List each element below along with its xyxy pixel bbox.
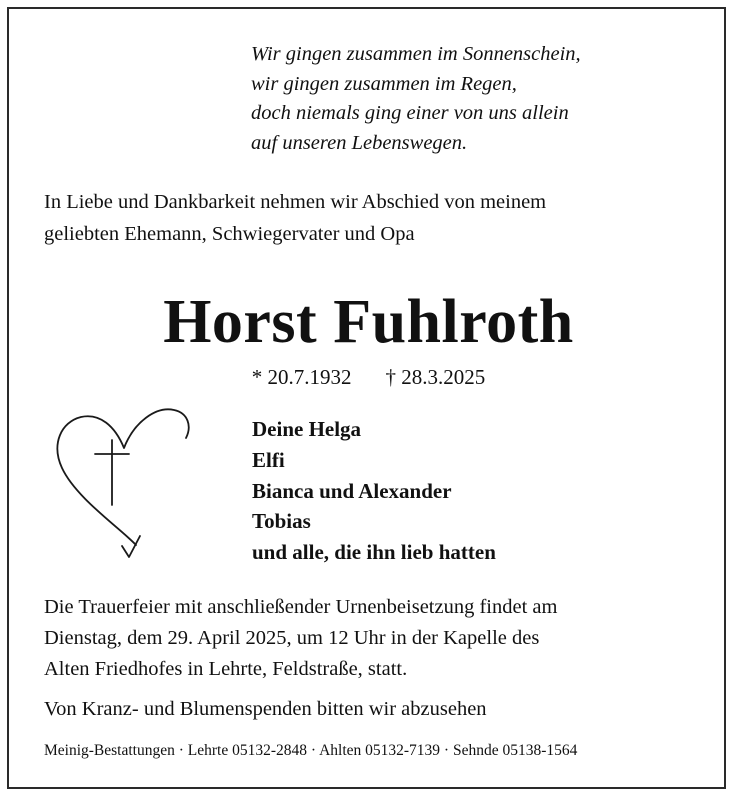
- poem-line: Wir gingen zusammen im Sonnenschein,: [251, 43, 581, 65]
- poem: [251, 40, 581, 158]
- intro-line: geliebten Ehemann, Schwiegervater und Opa: [44, 223, 415, 245]
- mourner-name: Bianca und Alexander: [252, 478, 452, 503]
- life-dates: [0, 362, 737, 392]
- funeral-home-footer: Meinig-Bestattungen · Lehrte 05132-2848 · Ahlten 05132-7139 · Sehnde 05138-1564: [44, 742, 578, 759]
- ceremony-line: Dienstag, dem 29. April 2025, um 12 Uhr in der Kapelle des: [44, 627, 540, 649]
- heart-cross-icon: [48, 404, 196, 572]
- death-date: † 28.3.2025: [385, 365, 486, 389]
- heart-outline: [57, 409, 188, 545]
- birth-date: * 20.7.1932: [251, 365, 352, 389]
- poem-line: auf unseren Lebenswegen.: [251, 131, 468, 154]
- intro-text: [44, 186, 546, 250]
- ceremony-line: Die Trauerfeier mit anschließender Urnenbeisetzung findet am: [44, 596, 558, 618]
- deceased-name: Horst Fuhlroth: [163, 288, 574, 356]
- intro-line: In Liebe und Dankbarkeit nehmen wir Abschied von meinem: [44, 191, 547, 213]
- mourner-name: und alle, die ihn lieb hatten: [252, 540, 496, 565]
- donations-note: Von Kranz- und Blumenspenden bitten wir abzusehen: [44, 698, 487, 720]
- mourner-name: Elfi: [252, 447, 285, 472]
- mourner-name: Deine Helga: [252, 417, 362, 441]
- poem-line: wir gingen zusammen im Regen,: [251, 72, 517, 95]
- ceremony-info: [44, 592, 557, 685]
- ceremony-line: Alten Friedhofes in Lehrte, Feldstraße, statt.: [44, 658, 408, 680]
- poem-line: doch niemals ging einer von uns allein: [251, 102, 569, 124]
- mourners-list: [252, 414, 496, 568]
- mourner-name: Tobias: [252, 509, 311, 534]
